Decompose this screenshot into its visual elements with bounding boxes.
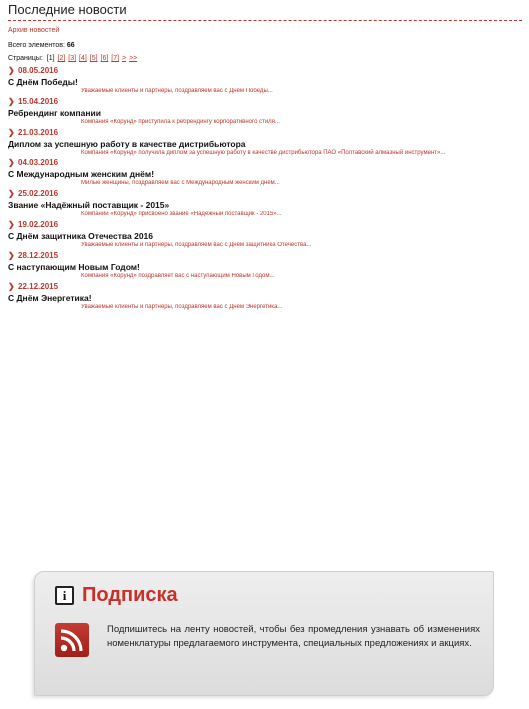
chevron-right-icon: ❯ <box>8 251 15 260</box>
news-title-link[interactable]: Диплом за успешную работу в качестве дистрибьютора <box>8 139 246 149</box>
chevron-right-icon: ❯ <box>8 128 15 137</box>
subscribe-header <box>55 584 178 607</box>
subscribe-text: Подпишитесь на ленту новостей, чтобы без промедления узнавать об изменениях номенклатуры предлагаемого инструмента, специальных предложениях и акциях. <box>107 624 480 649</box>
subscribe-title: Подписка <box>82 584 178 606</box>
news-teaser[interactable]: Компании «Корунд» присвоено звание «Надёжный поставщик - 2015»... <box>81 211 282 217</box>
news-date: 21.03.2016 <box>18 128 59 137</box>
news-date: 25.02.2016 <box>18 189 59 198</box>
pager-page-7[interactable]: [7] <box>111 55 120 62</box>
pager-label: Страницы: <box>8 55 43 62</box>
page-title: Последние новости <box>8 2 127 17</box>
total-label: Всего элементов: <box>8 42 65 49</box>
chevron-right-icon: ❯ <box>8 66 15 75</box>
pager-page-3[interactable]: [3] <box>68 55 77 62</box>
news-teaser[interactable]: Уважаемые клиенты и партнёры, поздравляем вас с Днём Энергетика... <box>81 304 283 310</box>
pagination <box>8 55 137 62</box>
total-value: 66 <box>66 42 75 49</box>
news-header <box>8 2 522 21</box>
total-count <box>8 42 75 49</box>
news-item <box>8 65 522 96</box>
news-teaser[interactable]: Уважаемые клиенты и партнёры, поздравляем вас с Днём Победы... <box>81 88 273 94</box>
news-item <box>8 219 522 250</box>
news-item <box>8 127 522 157</box>
info-icon: i <box>55 586 74 605</box>
news-title-link[interactable]: Звание «Надёжный поставщик - 2015» <box>8 200 170 210</box>
news-title-link[interactable]: С Днём защитника Отечества 2016 <box>8 231 154 241</box>
news-title-link[interactable]: Ребрендинг компании <box>8 108 101 118</box>
news-teaser[interactable]: Милые женщины, поздравляем вас с Международным женским днём... <box>81 180 280 186</box>
chevron-right-icon: ❯ <box>8 158 15 167</box>
news-item <box>8 281 522 312</box>
news-item <box>8 250 522 281</box>
news-item <box>8 96 522 127</box>
news-date: 19.02.2016 <box>18 220 59 229</box>
news-title-link[interactable]: С Днём Победы! <box>8 77 78 87</box>
news-title-link[interactable]: С Международным женским днём! <box>8 169 155 179</box>
pager-current-page: [1] <box>46 55 55 62</box>
news-item <box>8 188 522 219</box>
chevron-right-icon: ❯ <box>8 220 15 229</box>
pager-page-5[interactable]: [5] <box>89 55 98 62</box>
news-archive-link[interactable]: Архив новостей <box>8 27 60 34</box>
pager-last[interactable]: >> <box>129 55 138 62</box>
pager-page-6[interactable]: [6] <box>100 55 109 62</box>
news-teaser[interactable]: Компания «Корунд» получила диплом за успешную работу в качестве дистрибьютора ПАО «Полтавский алмазный инструмент»... <box>81 150 446 156</box>
pager-page-2[interactable]: [2] <box>57 55 66 62</box>
subscribe-panel <box>34 571 494 696</box>
title-divider <box>8 20 522 21</box>
news-title-link[interactable]: С наступающим Новым Годом! <box>8 262 140 272</box>
pager-page-4[interactable]: [4] <box>79 55 87 62</box>
news-teaser[interactable]: Компания «Корунд» поздравляет вас с наступающим Новым Годом... <box>81 273 275 279</box>
news-list <box>8 65 522 351</box>
pager-next[interactable]: > <box>122 55 127 62</box>
rss-feed-icon[interactable] <box>55 623 89 657</box>
news-date: 15.04.2016 <box>18 97 59 106</box>
news-date: 04.03.2016 <box>18 158 59 167</box>
news-date: 22.12.2015 <box>18 282 59 291</box>
chevron-right-icon: ❯ <box>8 282 15 291</box>
news-date: 28.12.2015 <box>18 251 59 260</box>
chevron-right-icon: ❯ <box>8 97 15 106</box>
news-title-link[interactable]: С Днём Энергетика! <box>8 293 92 303</box>
chevron-right-icon: ❯ <box>8 189 15 198</box>
news-item <box>8 157 522 188</box>
news-date: 08.05.2016 <box>18 66 59 75</box>
news-teaser[interactable]: Уважаемые клиенты и партнёры, поздравляем вас с Днём защитника Отечества... <box>81 242 312 248</box>
news-teaser[interactable]: Компания «Корунд» приступила к ребрендингу корпоративного стиля... <box>81 119 280 125</box>
